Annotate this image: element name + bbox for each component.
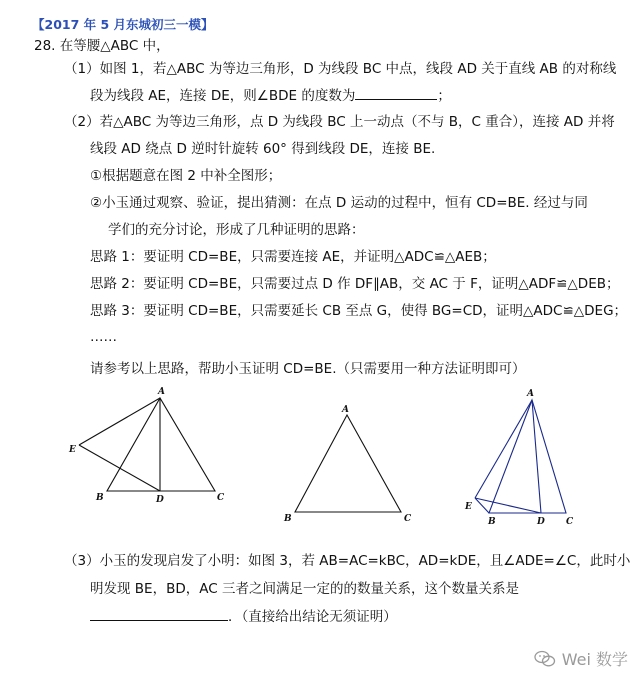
fig2-triangle-abc bbox=[295, 415, 401, 512]
fig1-label-a: A bbox=[158, 387, 165, 397]
fig1-segment-ae bbox=[79, 398, 160, 445]
answer-blank-3[interactable] bbox=[90, 607, 228, 621]
part2-step1: ①根据题意在图 2 中补全图形； bbox=[90, 168, 282, 184]
ellipsis: …… bbox=[90, 329, 117, 345]
fig3-label-b: B bbox=[488, 517, 496, 527]
source-header: 【2017 年 5 月东城初三一模】 bbox=[32, 17, 214, 32]
fig2-label-a: A bbox=[342, 405, 349, 415]
figure-2 bbox=[295, 415, 401, 512]
part1-suffix: ； bbox=[437, 88, 451, 104]
figure-1 bbox=[79, 398, 215, 491]
fig3-segment-ad bbox=[532, 400, 541, 513]
fig1-triangle-abc bbox=[107, 398, 215, 491]
proof-prompt: 请参考以上思路，帮助小玉证明 CD=BE.（只需要用一种方法证明即可） bbox=[90, 361, 526, 377]
fig1-label-b: B bbox=[96, 493, 104, 503]
idea-2: 思路 2：要证明 CD=BE，只需要过点 D 作 DF∥AB，交 AC 于 F，证明△ADF≌△DEB； bbox=[90, 276, 620, 292]
fig1-segment-ed bbox=[79, 445, 160, 491]
fig2-label-b: B bbox=[284, 514, 292, 524]
wechat-icon bbox=[534, 650, 556, 668]
part3-line2: 明发现 BE，BD，AC 三者之间满足一定的的数量关系，这个数量关系是 bbox=[90, 581, 519, 597]
watermark-text: Wei 数学 bbox=[561, 650, 628, 669]
fig3-segment-ae bbox=[475, 400, 532, 498]
fig2-label-c: C bbox=[404, 514, 412, 524]
fig3-label-e: E bbox=[465, 502, 472, 512]
fig3-label-d: D bbox=[537, 517, 545, 527]
fig1-label-d: D bbox=[156, 495, 164, 505]
idea-1: 思路 1：要证明 CD=BE，只需要连接 AE，并证明△ADC≌△AEB； bbox=[90, 249, 496, 265]
part2-line2: 线段 AD 绕点 D 逆时针旋转 60° 得到线段 DE，连接 BE. bbox=[90, 141, 436, 157]
part2-line1: （2）若△ABC 为等边三角形，点 D 为线段 BC 上一动点（不与 B，C 重合），连接 AD 并将 bbox=[64, 114, 615, 130]
idea-3: 思路 3：要证明 CD=BE，只需要延长 CB 至点 G，使得 BG=CD，证明△ADC≌△DEG； bbox=[90, 303, 628, 319]
fig1-label-e: E bbox=[69, 445, 76, 455]
part1-text: 段为线段 AE，连接 DE，则∠BDE 的度数为 bbox=[90, 88, 356, 104]
part3-suffix: ．（直接给出结论无须证明） bbox=[228, 609, 397, 625]
part3-line1: （3）小玉的发现启发了小明：如图 3，若 AB=AC=kBC，AD=kDE，且∠ADE=∠C，此时小 bbox=[64, 553, 631, 569]
watermark bbox=[534, 647, 628, 670]
figure-3 bbox=[475, 400, 566, 513]
fig3-label-a: A bbox=[527, 389, 534, 399]
part2-step2: ②小玉通过观察、验证，提出猜测：在点 D 运动的过程中，恒有 CD=BE. 经过与同 bbox=[90, 195, 588, 211]
fig3-label-c: C bbox=[566, 517, 574, 527]
part1-line1: （1）如图 1，若△ABC 为等边三角形，D 为线段 BC 中点，线段 AD 关于直线 AB 的对称线 bbox=[64, 61, 617, 77]
fig3-triangle-abc bbox=[489, 400, 566, 513]
part3-line3 bbox=[90, 607, 397, 626]
fig3-segment-ed bbox=[475, 498, 541, 513]
part2-step2-cont: 学们的充分讨论，形成了几种证明的思路： bbox=[108, 222, 365, 238]
fig1-label-c: C bbox=[217, 493, 225, 503]
problem-title: 28. 在等腰△ABC 中， bbox=[34, 38, 170, 54]
